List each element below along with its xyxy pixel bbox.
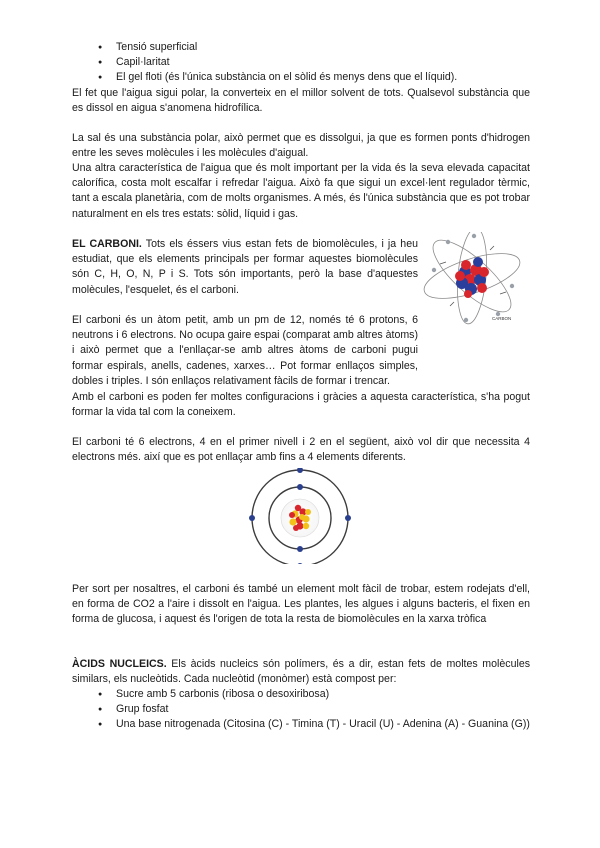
list-item: ● El gel floti (és l'única substància on el sòlid és menys dens que el líquid). bbox=[72, 70, 530, 85]
section-heading-nucleic: ÀCIDS NUCLEICS. bbox=[72, 658, 167, 670]
atom-caption: CARBON bbox=[492, 316, 512, 321]
water-properties-list bbox=[72, 40, 530, 86]
nucleotide-components-list bbox=[72, 687, 530, 733]
list-item: ● Grup fosfat bbox=[72, 702, 530, 717]
carbon-intro-text: Tots els éssers vius estan fets de biomolècules, i ja heu estudiat, que els elements principals per formar aquestes biomolècules són C, H, O, N, P i S. Tots són importants, però la base d'aquestes molècules, l'esquelet, és el carboni. bbox=[72, 238, 418, 296]
paragraph-carbon-electrons: El carboni té 6 electrons, 4 en el primer nivell i 2 en el següent, això vol dir que necessita 4 electrons més. així que es pot enllaçar amb fins a 4 elements diferents. bbox=[72, 436, 530, 464]
paragraph-nucleic-intro bbox=[72, 657, 530, 687]
section-heading-carbon: EL CARBONI. bbox=[72, 238, 142, 250]
list-item: ● Una base nitrogenada (Citosina (C) - Timina (T) - Uracil (U) - Adenina (A) - Guanina (G)) bbox=[72, 717, 530, 732]
paragraph-polar: El fet que l'aigua sigui polar, la converteix en el millor solvent de tots. Qualsevol substància que es dissol en aigua s'anomena hidrofílica. bbox=[72, 87, 530, 115]
carbon-small-text: El carboni és un àtom petit, amb un pm de 12, només té 6 protons, 6 neutrons i 6 electrons. No ocupa gaire espai (comparat amb altres àtoms) i això permet que a l'enllaçar-se amb altres àtoms de carboni pugui formar espirals, anells, cadenes, xarxes… Pot formar enllaços simples, dobles i triples. I són enllaços relativament fàcils de formar i trencar. bbox=[72, 314, 418, 387]
paragraph-carbon-config: Amb el carboni es poden fer moltes configuracions i gràcies a aquesta característica, s'ha pogut formar la vida tal com la coneixem. bbox=[72, 391, 530, 419]
list-item: ● Sucre amb 5 carbonis (ribosa o desoxiribosa) bbox=[72, 687, 530, 702]
paragraph-salt: La sal és una substància polar, això permet que es dissolgui, ja que es formen ponts d'hidrogen entre les seves molècules i les molècules d'aigual. bbox=[72, 132, 530, 160]
nucleic-intro-text: Els àcids nucleics són polímers, és a dir, estan fets de moltes molècules similars, els nucleòtids. Cada nucleòtid (monòmer) està compost per: bbox=[72, 658, 531, 686]
paragraph-carbon-intro bbox=[72, 237, 418, 298]
paragraph-carbon-small bbox=[72, 313, 530, 389]
list-item: ● Capil·laritat bbox=[72, 55, 530, 70]
paragraph-carbon-found: Per sort per nosaltres, el carboni és també un element molt fàcil de trobar, estem rodejats d'ell, en forma de CO2 a l'aire i dissolt en l'aigua. Les plantes, les algues i alguns bacteris, el fixen en forma de glucosa, i aquest és l'origen de tota la resta de biomolècules en la xarxa tròfica bbox=[72, 583, 530, 626]
carbon-bohr-diagram bbox=[248, 468, 358, 564]
paragraph-heat: Una altra característica de l'aigua que és molt important per la vida és la seva elevada capacitat calorífica, costa molt escalfar i refredar l'aigua. Això fa que sigui un excel·lent regulador tèrmic, tant a escala planetària, com de molts organismes. A més, és l'única substància que es pot trobar naturalment en els tres estats: sòlid, líquid i gas. bbox=[72, 162, 530, 220]
list-item: ● Tensió superficial bbox=[72, 40, 530, 55]
